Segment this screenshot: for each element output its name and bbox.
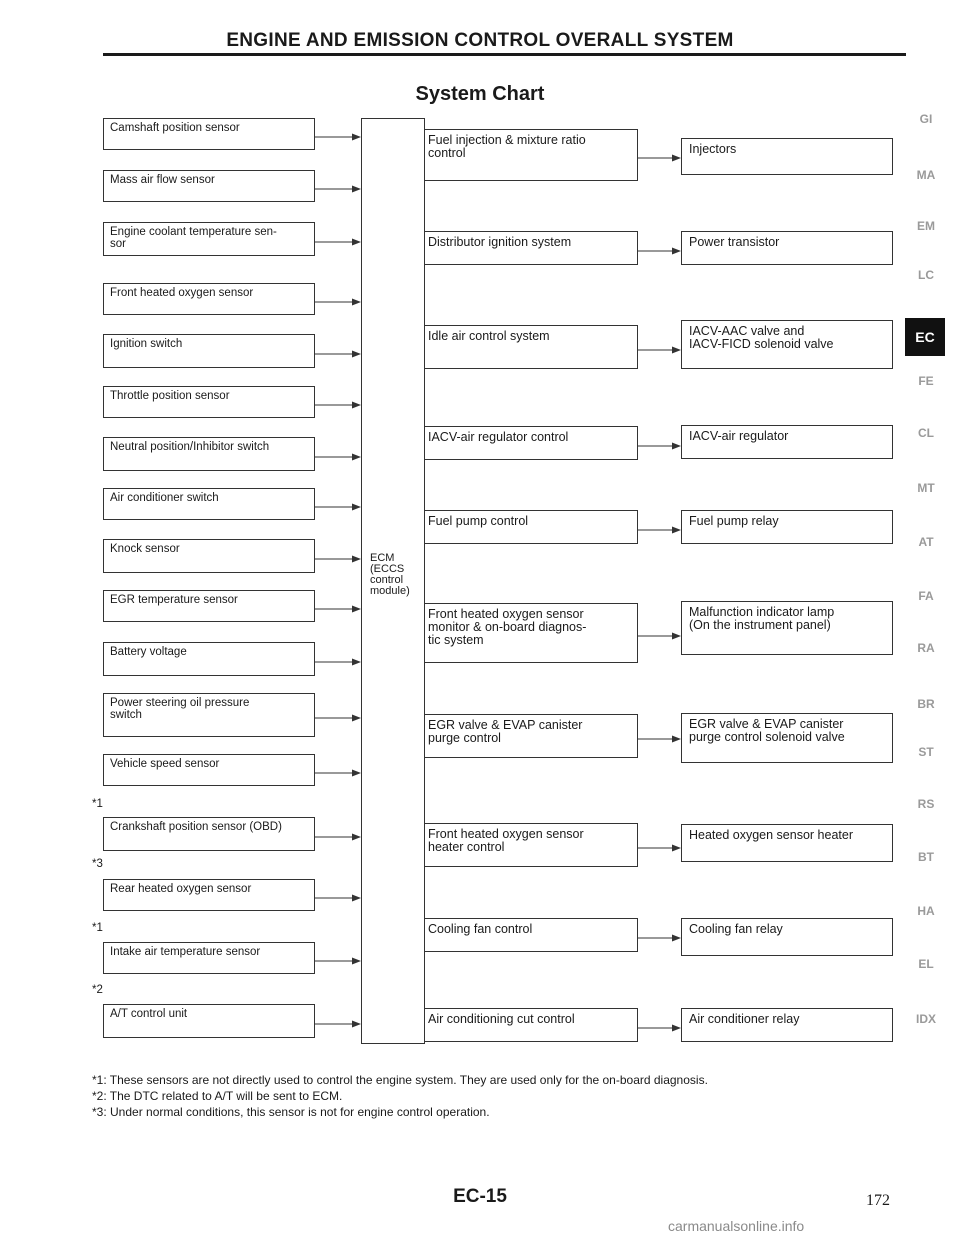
footnote-3: *3: Under normal conditions, this sensor is not for engine control operation. (92, 1105, 490, 1119)
control-box (425, 129, 638, 181)
arrow-icon (638, 840, 681, 850)
footnote-2: *2: The DTC related to A/T will be sent to ECM. (92, 1089, 343, 1103)
sensor-footnote-marker: *2 (92, 984, 103, 996)
arrow-icon (638, 438, 681, 448)
actuator-label: IACV-air regulator (689, 429, 789, 443)
actuator-label: Injectors (689, 142, 737, 156)
arrow-icon (315, 829, 361, 839)
control-box (425, 231, 638, 265)
actuator-label: Cooling fan relay (689, 922, 783, 936)
page-header-title: ENGINE AND EMISSION CONTROL OVERALL SYSTEM (226, 30, 734, 51)
chart-title: System Chart (415, 83, 545, 105)
arrow-icon (638, 731, 681, 741)
sensor-label: Power steering oil pressure switch (110, 697, 250, 721)
sensor-label: A/T control unit (110, 1008, 188, 1020)
sensor-label: Knock sensor (110, 543, 180, 555)
sensor-box (103, 1004, 315, 1038)
section-tab-ec[interactable]: EC (905, 318, 945, 356)
sensor-box (103, 942, 315, 974)
sensor-box (103, 437, 315, 471)
sensor-label: Engine coolant temperature sen- sor (110, 226, 277, 250)
sensor-box (103, 170, 315, 202)
actuator-box (681, 601, 893, 655)
arrow-icon (315, 499, 361, 509)
sensor-box (103, 283, 315, 315)
control-box (425, 918, 638, 952)
arrow-icon (315, 346, 361, 356)
section-tab-st[interactable]: ST (918, 745, 934, 759)
sensor-label: Neutral position/Inhibitor switch (110, 441, 270, 453)
section-tab-lc[interactable]: LC (918, 268, 934, 282)
actuator-label: Heated oxygen sensor heater (689, 828, 853, 842)
sensor-label: EGR temperature sensor (110, 594, 238, 606)
sensor-box (103, 879, 315, 911)
control-box (425, 714, 638, 758)
actuator-box (681, 510, 893, 544)
control-box (425, 823, 638, 867)
arrow-icon (638, 628, 681, 638)
actuator-label: EGR valve & EVAP canister purge control solenoid valve (689, 717, 845, 744)
control-label: IACV-air regulator control (428, 430, 569, 444)
arrow-icon (638, 150, 681, 160)
section-tab-fa[interactable]: FA (918, 589, 934, 603)
section-tab-el[interactable]: EL (918, 957, 934, 971)
control-label: Air conditioning cut control (428, 1012, 575, 1026)
actuator-box (681, 713, 893, 763)
footnotes (92, 1072, 708, 1120)
control-label: Distributor ignition system (428, 235, 572, 249)
sensor-box (103, 590, 315, 622)
arrow-icon (638, 522, 681, 532)
arrow-icon (315, 953, 361, 963)
sensor-label: Camshaft position sensor (110, 122, 240, 134)
actuator-box (681, 320, 893, 369)
section-tab-gi[interactable]: GI (919, 112, 933, 126)
sensor-box (103, 118, 315, 150)
arrow-icon (315, 654, 361, 664)
sensor-label: Front heated oxygen sensor (110, 287, 254, 299)
control-box (425, 510, 638, 544)
control-label: EGR valve & EVAP canister purge control (428, 718, 583, 745)
control-box (425, 325, 638, 369)
page-number: 172 (866, 1192, 890, 1209)
sensor-box (103, 386, 315, 418)
arrow-icon (315, 234, 361, 244)
ecm-label: ECM (ECCS control module) (370, 552, 410, 597)
sensor-label: Battery voltage (110, 646, 187, 658)
arrow-icon (315, 129, 361, 139)
control-label: Idle air control system (428, 329, 550, 343)
control-label: Cooling fan control (428, 922, 533, 936)
section-tab-bt[interactable]: BT (918, 850, 934, 864)
actuator-label: Air conditioner relay (689, 1012, 800, 1026)
section-tab-ma[interactable]: MA (916, 168, 936, 182)
actuator-box (681, 1008, 893, 1042)
sensor-footnote-marker: *3 (92, 858, 103, 870)
arrow-icon (315, 449, 361, 459)
header-rule (103, 53, 906, 56)
section-tab-rs[interactable]: RS (917, 797, 935, 811)
section-tab-idx[interactable]: IDX (915, 1012, 936, 1026)
actuator-box (681, 824, 893, 862)
control-box (425, 603, 638, 663)
sensor-box (103, 642, 315, 676)
arrow-icon (315, 397, 361, 407)
section-tab-mt[interactable]: MT (917, 481, 935, 495)
actuator-box (681, 231, 893, 265)
section-tab-at[interactable]: AT (918, 535, 934, 549)
sensor-label: Throttle position sensor (110, 390, 230, 402)
actuator-label: IACV-AAC valve and IACV-FICD solenoid valve (689, 324, 834, 351)
actuator-label: Power transistor (689, 235, 780, 249)
sensor-label: Intake air temperature sensor (110, 946, 261, 958)
sensor-box (103, 754, 315, 786)
control-label: Front heated oxygen sensor monitor & on-board diagnos- tic system (428, 607, 587, 647)
arrow-icon (315, 710, 361, 720)
control-label: Fuel injection & mixture ratio control (428, 133, 586, 160)
sensor-box (103, 693, 315, 737)
sensor-box (103, 539, 315, 573)
arrow-icon (638, 342, 681, 352)
actuator-box (681, 138, 893, 175)
sensor-footnote-marker: *1 (92, 922, 103, 934)
control-box (425, 1008, 638, 1042)
section-tab-br[interactable]: BR (917, 697, 935, 711)
sensor-label: Rear heated oxygen sensor (110, 883, 252, 895)
arrow-icon (315, 890, 361, 900)
section-tab-fe[interactable]: FE (918, 374, 934, 388)
footnote-1: *1: These sensors are not directly used to control the engine system. They are used only for the on-board diagnosis. (92, 1073, 708, 1087)
section-tab-ha[interactable]: HA (917, 904, 935, 918)
arrow-icon (315, 294, 361, 304)
arrow-icon (315, 181, 361, 191)
actuator-label: Malfunction indicator lamp (On the instrument panel) (689, 605, 835, 632)
sensor-box (103, 488, 315, 520)
arrow-icon (315, 601, 361, 611)
arrow-icon (638, 930, 681, 940)
sensor-label: Ignition switch (110, 338, 183, 350)
control-label: Fuel pump control (428, 514, 529, 528)
sensor-box (103, 334, 315, 368)
sensor-box (103, 817, 315, 851)
sensor-label: Mass air flow sensor (110, 174, 215, 186)
page-code: EC-15 (453, 1186, 507, 1207)
control-label: Front heated oxygen sensor heater control (428, 827, 584, 854)
sensor-label: Vehicle speed sensor (110, 758, 220, 770)
sensor-label: Air conditioner switch (110, 492, 219, 504)
actuator-label: Fuel pump relay (689, 514, 779, 528)
arrow-icon (315, 1016, 361, 1026)
arrow-icon (315, 551, 361, 561)
arrow-icon (638, 243, 681, 253)
watermark: carmanualsonline.info (668, 1218, 805, 1234)
sensor-footnote-marker: *1 (92, 798, 103, 810)
arrow-icon (638, 1020, 681, 1030)
control-box (425, 426, 638, 460)
section-tab-cl[interactable]: CL (918, 426, 934, 440)
actuator-box (681, 918, 893, 956)
arrow-icon (315, 765, 361, 775)
actuator-box (681, 425, 893, 459)
section-tab-ra[interactable]: RA (917, 641, 935, 655)
sensor-label: Crankshaft position sensor (OBD) (110, 821, 282, 833)
sensor-box (103, 222, 315, 256)
section-tab-em[interactable]: EM (917, 219, 935, 233)
